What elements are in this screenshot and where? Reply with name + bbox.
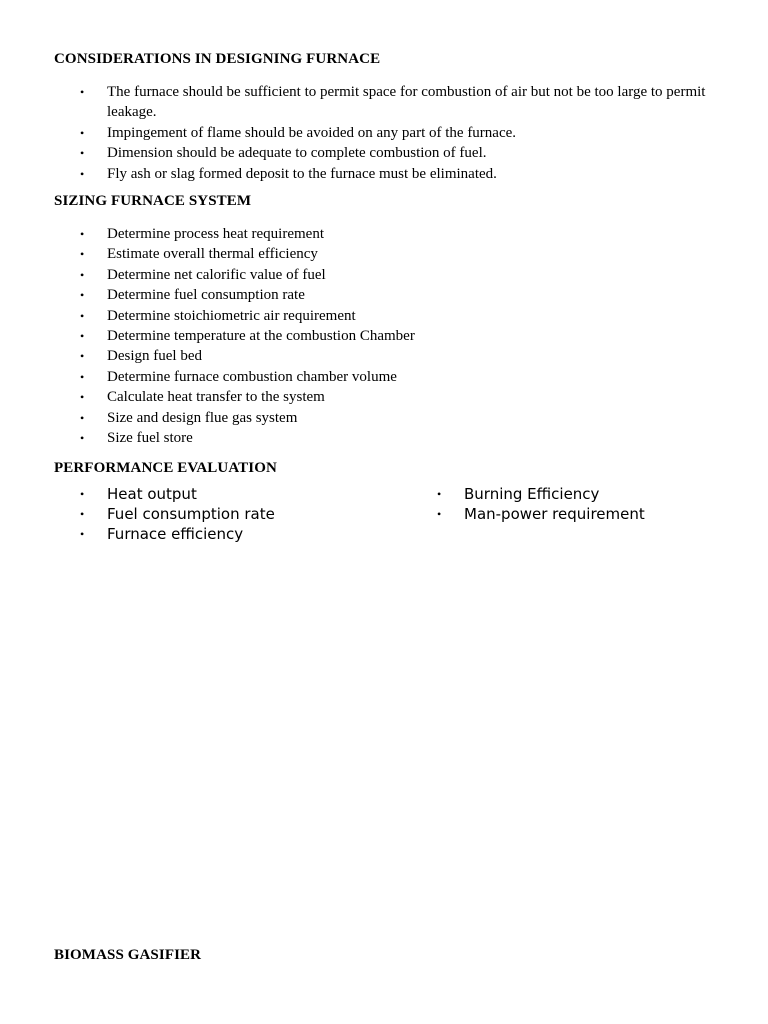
list-item-text: Size fuel store: [107, 430, 193, 447]
list-item-text: Man-power requirement: [464, 505, 645, 523]
list-item: [0, 123, 768, 143]
bullet-icon: •: [80, 349, 85, 364]
list-item: [0, 224, 768, 244]
list-item: [0, 82, 768, 123]
bullet-icon: •: [80, 125, 85, 140]
list-item-text: Determine fuel consumption rate: [107, 287, 305, 304]
bullet-icon: •: [80, 166, 85, 181]
bullet-icon: •: [80, 527, 85, 541]
list-item: [0, 387, 768, 407]
list-item-text: Dimension should be adequate to complete combustion of fuel.: [107, 145, 487, 162]
bullet-icon: •: [80, 85, 85, 99]
bullet-icon: •: [80, 267, 85, 282]
bullet-icon: •: [437, 507, 442, 521]
list-item: [437, 484, 645, 504]
list-item: [80, 484, 275, 504]
list-considerations: [0, 82, 768, 184]
bullet-icon: •: [80, 308, 85, 323]
bullet-icon: •: [80, 410, 85, 425]
list-performance-left: [80, 484, 275, 544]
bullet-icon: •: [80, 146, 85, 161]
bullet-icon: •: [80, 247, 85, 262]
bullet-icon: •: [80, 329, 85, 344]
list-item-text: Determine furnace combustion chamber volume: [107, 368, 397, 385]
list-sizing: [0, 224, 768, 448]
bullet-icon: •: [80, 288, 85, 303]
list-item-text: Burning Efficiency: [464, 485, 600, 503]
list-item: [0, 244, 768, 264]
bullet-icon: •: [80, 369, 85, 384]
list-performance-right: [437, 484, 645, 524]
list-item-text: Heat output: [107, 485, 197, 503]
list-item: [0, 408, 768, 428]
list-item-text: Estimate overall thermal efficiency: [107, 246, 318, 263]
list-item-text: Size and design flue gas system: [107, 409, 298, 426]
list-item-text: Fly ash or slag formed deposit to the furnace must be eliminated.: [107, 165, 497, 182]
heading-considerations: CONSIDERATIONS IN DESIGNING FURNACE: [54, 51, 381, 67]
list-item-text: Design fuel bed: [107, 348, 202, 365]
list-item: [0, 143, 768, 163]
list-item: [0, 346, 768, 366]
list-item: [80, 504, 275, 524]
list-item-text: Determine net calorific value of fuel: [107, 266, 326, 283]
bullet-icon: •: [80, 227, 85, 241]
list-item-text: Calculate heat transfer to the system: [107, 389, 325, 406]
heading-performance: PERFORMANCE EVALUATION: [54, 460, 277, 476]
list-item-text: Determine temperature at the combustion Chamber: [107, 328, 415, 345]
list-item: [0, 326, 768, 346]
list-item-text: Fuel consumption rate: [107, 505, 275, 523]
bullet-icon: •: [437, 487, 442, 501]
bullet-icon: •: [80, 390, 85, 405]
bullet-icon: •: [80, 431, 85, 446]
list-item-text: Furnace efficiency: [107, 525, 244, 543]
heading-gasifier: BIOMASS GASIFIER: [54, 947, 202, 963]
heading-sizing: SIZING FURNACE SYSTEM: [54, 193, 252, 209]
bullet-icon: •: [80, 487, 85, 501]
list-item-text: Impingement of flame should be avoided on any part of the furnace.: [107, 124, 517, 141]
list-item: [80, 524, 275, 544]
list-item-text: The furnace should be sufficient to permit space for combustion of air but not be too large to permit leakage.: [107, 84, 706, 121]
list-item: [0, 428, 768, 448]
list-item: [437, 504, 645, 524]
bullet-icon: •: [80, 507, 85, 521]
list-item: [0, 306, 768, 326]
list-item: [0, 285, 768, 305]
list-item: [0, 367, 768, 387]
list-item-text: Determine stoichiometric air requirement: [107, 307, 356, 324]
list-item-text: Determine process heat requirement: [107, 226, 324, 242]
list-item: [0, 265, 768, 285]
list-item: [0, 164, 768, 184]
